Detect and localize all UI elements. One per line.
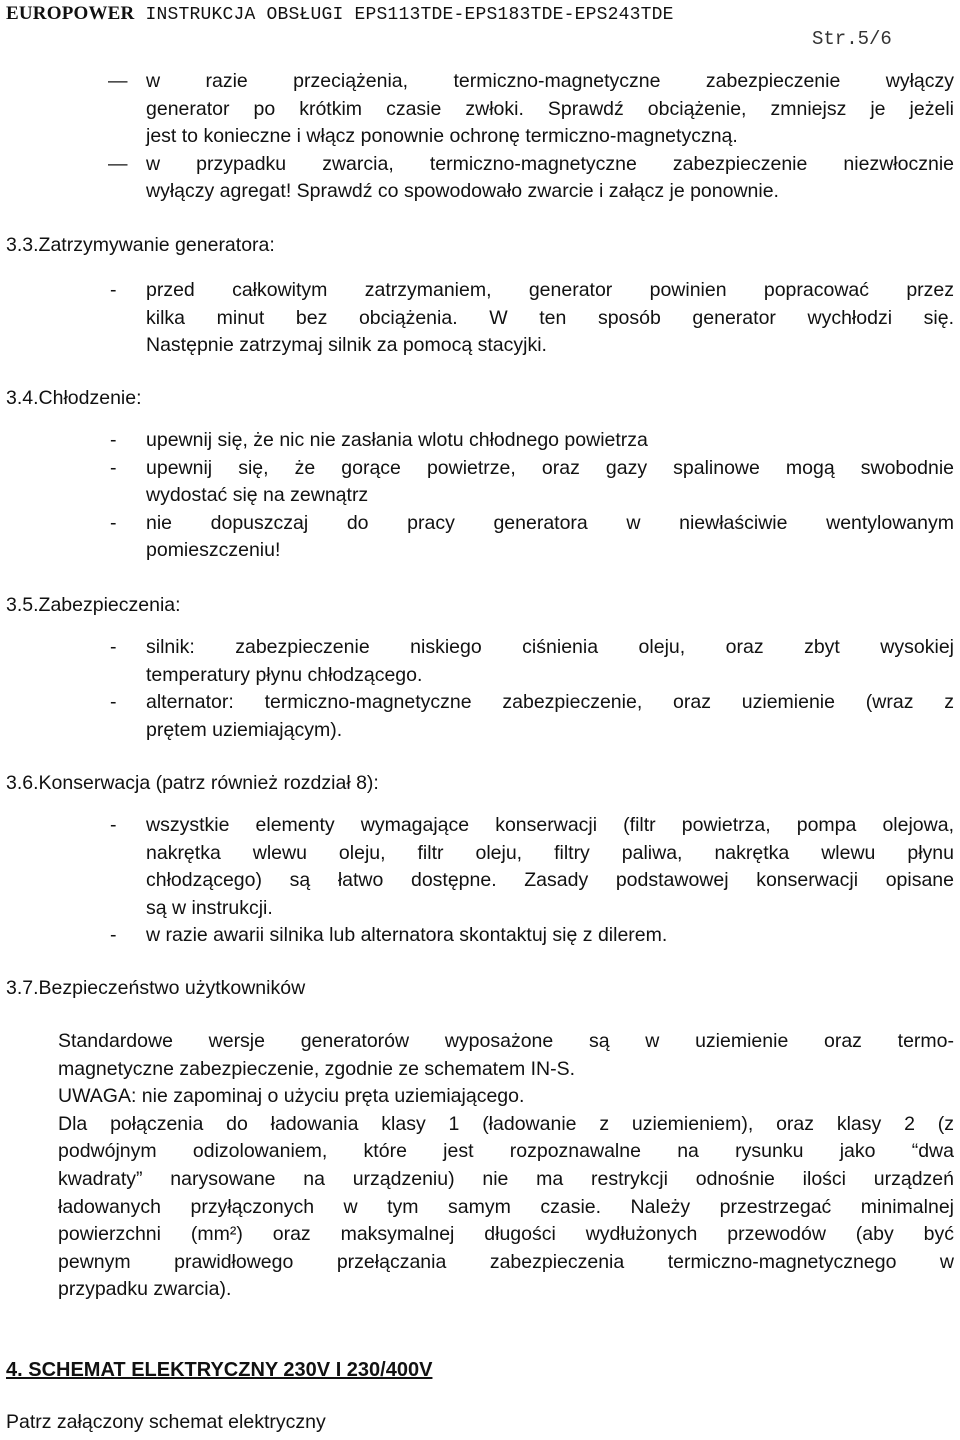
text-line: Dla połączenia do ładowania klasy 1 (ładowanie z uziemieniem), oraz klasy 2 (z <box>58 1112 954 1135</box>
text-line: temperatury płynu chłodzącego. <box>146 663 423 686</box>
list-item <box>108 68 954 151</box>
text-line: ładowanych przyłączonych w tym samym czasie. Należy przestrzegać minimalnej <box>58 1195 954 1218</box>
section-number: 3.6. <box>6 772 39 794</box>
text-line: Następnie zatrzymaj silnik za pomocą stacyjki. <box>146 334 547 357</box>
text-line: generator po krótkim czasie zwłoki. Sprawdź obciążenie, zmniejsz je jeżeli <box>146 97 954 120</box>
text-line: przypadku zwarcia). <box>58 1278 232 1301</box>
list-item <box>110 812 954 922</box>
list-item <box>110 689 954 744</box>
text-line: wszystkie elementy wymagające konserwacji (filtr powietrza, pompa olejowa, <box>146 814 954 836</box>
text-line: są w instrukcji. <box>146 896 273 919</box>
section-title: Zatrzymywanie generatora: <box>38 234 275 256</box>
section-number: 3.5. <box>6 594 39 616</box>
list-item <box>110 510 954 565</box>
text-line: w przypadku zwarcia, termiczno-magnetyczne zabezpieczenie niezwłocznie <box>146 152 954 175</box>
section-number: 3.4. <box>6 387 39 409</box>
text-line: w razie przeciążenia, termiczno-magnetyczne zabezpieczenie wyłączy <box>146 70 954 92</box>
chapter-body: Patrz załączony schemat elektryczny <box>6 1411 326 1433</box>
text-line: nie dopuszczaj do pracy generatora w niewłaściwie wentylowanym <box>146 511 954 534</box>
text-line: nakrętka wlewu oleju, filtr oleju, filtry paliwa, nakrętka wlewu płynu <box>146 841 954 864</box>
text-line: kwadraty” narysowane na urządzeniu) nie ma restrykcji odnośnie ilości urządzeń <box>58 1167 954 1190</box>
list-marker: - <box>110 636 117 658</box>
document-title: INSTRUKCJA OBSŁUGI EPS113TDE-EPS183TDE-EPS243TDE <box>145 5 674 25</box>
brand-name: EUROPOWER <box>6 3 135 24</box>
text-line: w razie awarii silnika lub alternatora skontaktuj się z dilerem. <box>146 924 668 947</box>
list-marker: - <box>110 279 117 301</box>
list-marker: - <box>110 456 117 479</box>
text-line: prętem uziemiającym). <box>146 718 343 741</box>
text-line: magnetyczne zabezpieczenie, zgodnie ze schematem IN-S. <box>58 1057 576 1080</box>
text-line: wydostać się na zewnątrz <box>146 484 369 507</box>
section-list <box>110 277 954 360</box>
text-line: alternator: termiczno-magnetyczne zabezpieczenie, oraz uziemienie (wraz z <box>146 691 954 714</box>
list-marker: — <box>108 70 128 92</box>
section-list <box>110 634 954 744</box>
intro-list <box>108 68 954 206</box>
section-heading <box>6 975 305 1002</box>
text-line: jest to konieczne i włącz ponownie ochronę termiczno-magnetyczną. <box>146 125 738 148</box>
page-number: Str.5/6 <box>812 28 892 50</box>
text-line: podwójnym odizolowaniem, które jest rozpoznawalne na rysunku jako “dwa <box>58 1140 954 1163</box>
text-line: pomieszczeniu! <box>146 539 281 562</box>
text-line: upewnij się, że nic nie zasłania wlotu chłodnego powietrza <box>146 429 648 451</box>
text-line: UWAGA: nie zapominaj o użyciu pręta uziemiającego. <box>58 1085 525 1108</box>
list-item <box>110 277 954 360</box>
text-line: przed całkowitym zatrzymaniem, generator powinien popracować przez <box>146 279 954 301</box>
section-heading <box>6 385 142 412</box>
list-item <box>110 427 954 455</box>
list-marker: - <box>110 511 117 534</box>
section-list <box>110 427 954 565</box>
section-heading <box>6 592 181 619</box>
section-number: 3.7. <box>6 977 39 999</box>
list-marker: - <box>110 814 117 836</box>
list-item <box>110 922 954 950</box>
text-line: kilka minut bez obciążenia. W ten sposób generator wychłodzi się. <box>146 306 954 329</box>
list-marker: — <box>108 152 128 175</box>
section-paragraph <box>58 1028 954 1304</box>
section-heading <box>6 232 275 259</box>
text-line: powierzchni (mm²) oraz maksymalnej długości wydłużonych przewodów (aby być <box>58 1223 954 1246</box>
section-number: 3.3. <box>6 234 39 256</box>
section-title: Zabezpieczenia: <box>38 594 181 616</box>
list-marker: - <box>110 691 117 714</box>
section-title: Bezpieczeństwo użytkowników <box>38 977 306 999</box>
section-title: Konserwacja (patrz również rozdział 8): <box>38 772 379 794</box>
section-list <box>110 812 954 950</box>
section-title: Chłodzenie: <box>38 387 142 409</box>
text-line: silnik: zabezpieczenie niskiego ciśnienia oleju, oraz zbyt wysokiej <box>146 636 954 658</box>
text-line: chłodzącego) są łatwo dostępne. Zasady podstawowej konserwacji opisane <box>146 869 954 892</box>
chapter-heading: 4. SCHEMAT ELEKTRYCZNY 230V I 230/400V <box>6 1359 433 1381</box>
section-heading <box>6 770 379 797</box>
text-line: upewnij się, że gorące powietrze, oraz gazy spalinowe mogą swobodnie <box>146 456 954 479</box>
text-line: Standardowe wersje generatorów wyposażone są w uziemienie oraz termo- <box>58 1030 954 1052</box>
list-item <box>110 455 954 510</box>
list-item <box>110 634 954 689</box>
list-marker: - <box>110 924 117 947</box>
text-line: pewnym prawidłowego przełączania zabezpieczenia termiczno-magnetycznego w <box>58 1250 954 1273</box>
list-item <box>108 151 954 206</box>
list-marker: - <box>110 429 117 451</box>
document-header <box>6 3 674 25</box>
text-line: wyłączy agregat! Sprawdź co spowodowało zwarcie i załącz je ponownie. <box>146 180 779 203</box>
